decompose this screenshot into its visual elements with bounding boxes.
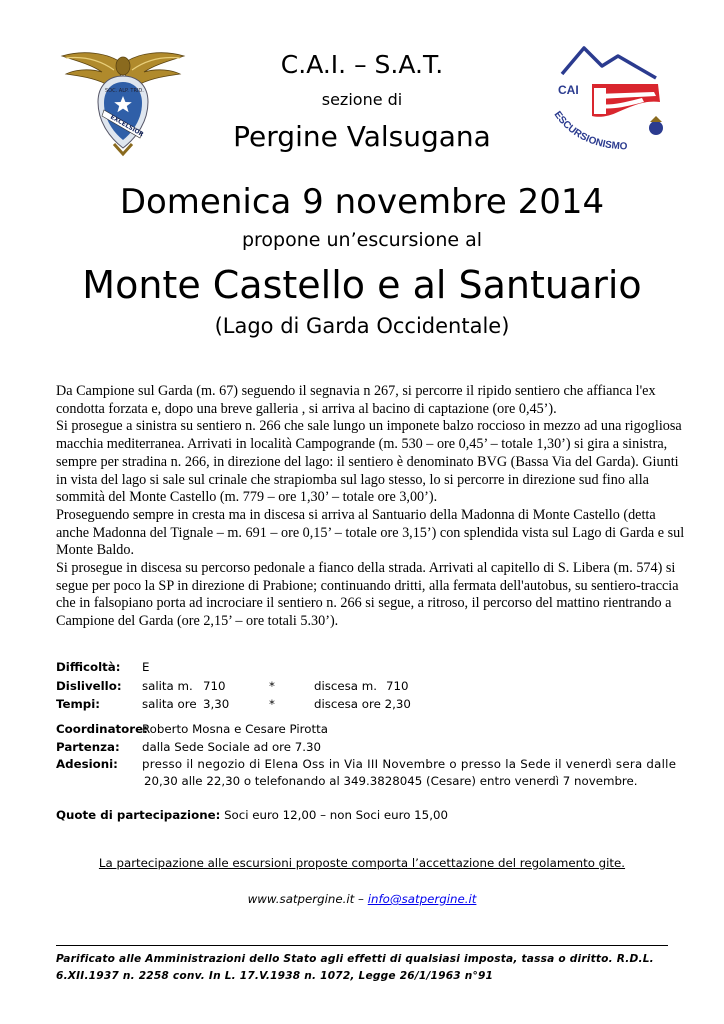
website-link[interactable]: www.satpergine.it: [247, 892, 355, 906]
event-title: Monte Castello e al Santuario: [82, 263, 642, 307]
dislivello-salita-value: 710: [203, 679, 226, 693]
event-date: Domenica 9 novembre 2014: [119, 182, 605, 222]
legal-footer: Parificato alle Amministrazioni dello Stato agli effetti di qualsiasi imposta, tassa o diritto. R.D.L. 6.XII.1937 n. 2258 conv. In L. 17.V.1938 n. 1072, Legge 26/1/1963 n°91: [56, 953, 654, 982]
quote-value: Soci euro 12,00 – non Soci euro 15,00: [224, 808, 448, 822]
section-label: sezione di: [321, 90, 403, 109]
separator: *: [269, 679, 275, 693]
tempi-label: Tempi:: [56, 697, 100, 711]
separator: *: [269, 697, 275, 711]
logo-escursionismo-text: ESCURSIONISMO: [552, 109, 628, 153]
contacts: [0, 892, 724, 906]
tempi-discesa: discesa ore 2,30: [314, 697, 411, 711]
description-paragraph: Si prosegue in discesa su percorso pedonale a fianco della strada. Arrivati al capitello di S. Libera (m. 574) si segue per poco la SP in direzione di Prabione; continuando dritti, alla fermata dell'autobus, su sentiero-traccia che in falsopiano porta ad incrociare il sentiero n. 266 si segue, a ritroso, il percorso del mattino rientrando a Campione del Garda (ore 2,15’ – ore totali 5.30’).: [56, 560, 679, 630]
event-subtitle: (Lago di Garda Occidentale): [214, 314, 510, 338]
section-city: Pergine Valsugana: [233, 120, 491, 153]
emblem-top-text: SOC. ALP. TRID.: [105, 88, 144, 94]
difficolta-label: Difficoltà:: [56, 660, 121, 674]
coordinatore-label: Coordinatore:: [56, 722, 148, 736]
description-paragraph: Si prosegue a sinistra su sentiero n. 266 che sale lungo un imponete balzo roccioso in mezzo ad una rigogliosa macchia mediterranea. Arrivati in località Campogrande (m. 530 – ore 0,45’ – totale 1,30’) si gira a sinistra, sempre per stradina n. 266, in direzione del lago: il sentiero è denominato BVG (Bassa Via del Garda). Giunti in vista del lago si sale sul crinale che strapiomba sul lago stesso, lo si percorre in direzione sud fino alla sommità del Monte Castello (m. 779 – ore 1,30’ – totale ore 3,00’).: [56, 418, 682, 506]
logo-cai-text: CAI: [558, 83, 579, 97]
description-paragraph: Proseguendo sempre in cresta ma in discesa si arriva al Santuario della Madonna di Monte Castello (detta anche Madonna del Tignale – m. 691 – ore 0,15’ – totale ore 3,15’) con splendida vista sul Lago di Garda e sul Monte Baldo.: [56, 506, 685, 559]
route-description: [56, 383, 692, 631]
dislivello-discesa-label: discesa m.: [314, 679, 378, 693]
dislivello-label: Dislivello:: [56, 679, 122, 693]
adesioni-label: Adesioni:: [56, 757, 118, 771]
partenza-value: dalla Sede Sociale ad ore 7.30: [142, 740, 322, 754]
coordinatore-value: Roberto Mosna e Cesare Pirotta: [142, 722, 328, 736]
quote-label: Quote di partecipazione:: [56, 808, 221, 822]
tempi-salita-label: salita ore: [142, 697, 197, 711]
email-link[interactable]: info@satpergine.it: [367, 892, 477, 906]
tempi-salita-value: 3,30: [203, 697, 230, 711]
dislivello-salita-label: salita m.: [142, 679, 193, 693]
contacts-separator: –: [354, 892, 368, 906]
event-intro: propone un’escursione al: [241, 229, 483, 251]
org-title: C.A.I. – S.A.T.: [280, 50, 444, 79]
emblem-band-text: EXCELSIOR: [109, 113, 145, 139]
difficolta-value: E: [142, 660, 150, 674]
footer-divider: [56, 945, 668, 946]
partenza-label: Partenza:: [56, 740, 120, 754]
rules-notice: La partecipazione alle escursioni proposte comporta l’accettazione del regolamento gite.: [98, 856, 626, 870]
description-paragraph: Da Campione sul Garda (m. 67) seguendo il segnavia n 267, si percorre il ripido sentiero che affianca l'ex condotta forzata e, dopo una breve galleria , si arriva al bacino di captazione (ore 0,45’).: [56, 383, 656, 417]
dislivello-discesa-value: 710: [386, 679, 409, 693]
adesioni-line2: 20,30 alle 22,30 o telefonando al 349.3828045 (Cesare) entro venerdì 7 novembre.: [144, 774, 638, 788]
adesioni-line1: presso il negozio di Elena Oss in Via III Novembre o presso la Sede il venerdì sera dalle: [142, 757, 677, 771]
